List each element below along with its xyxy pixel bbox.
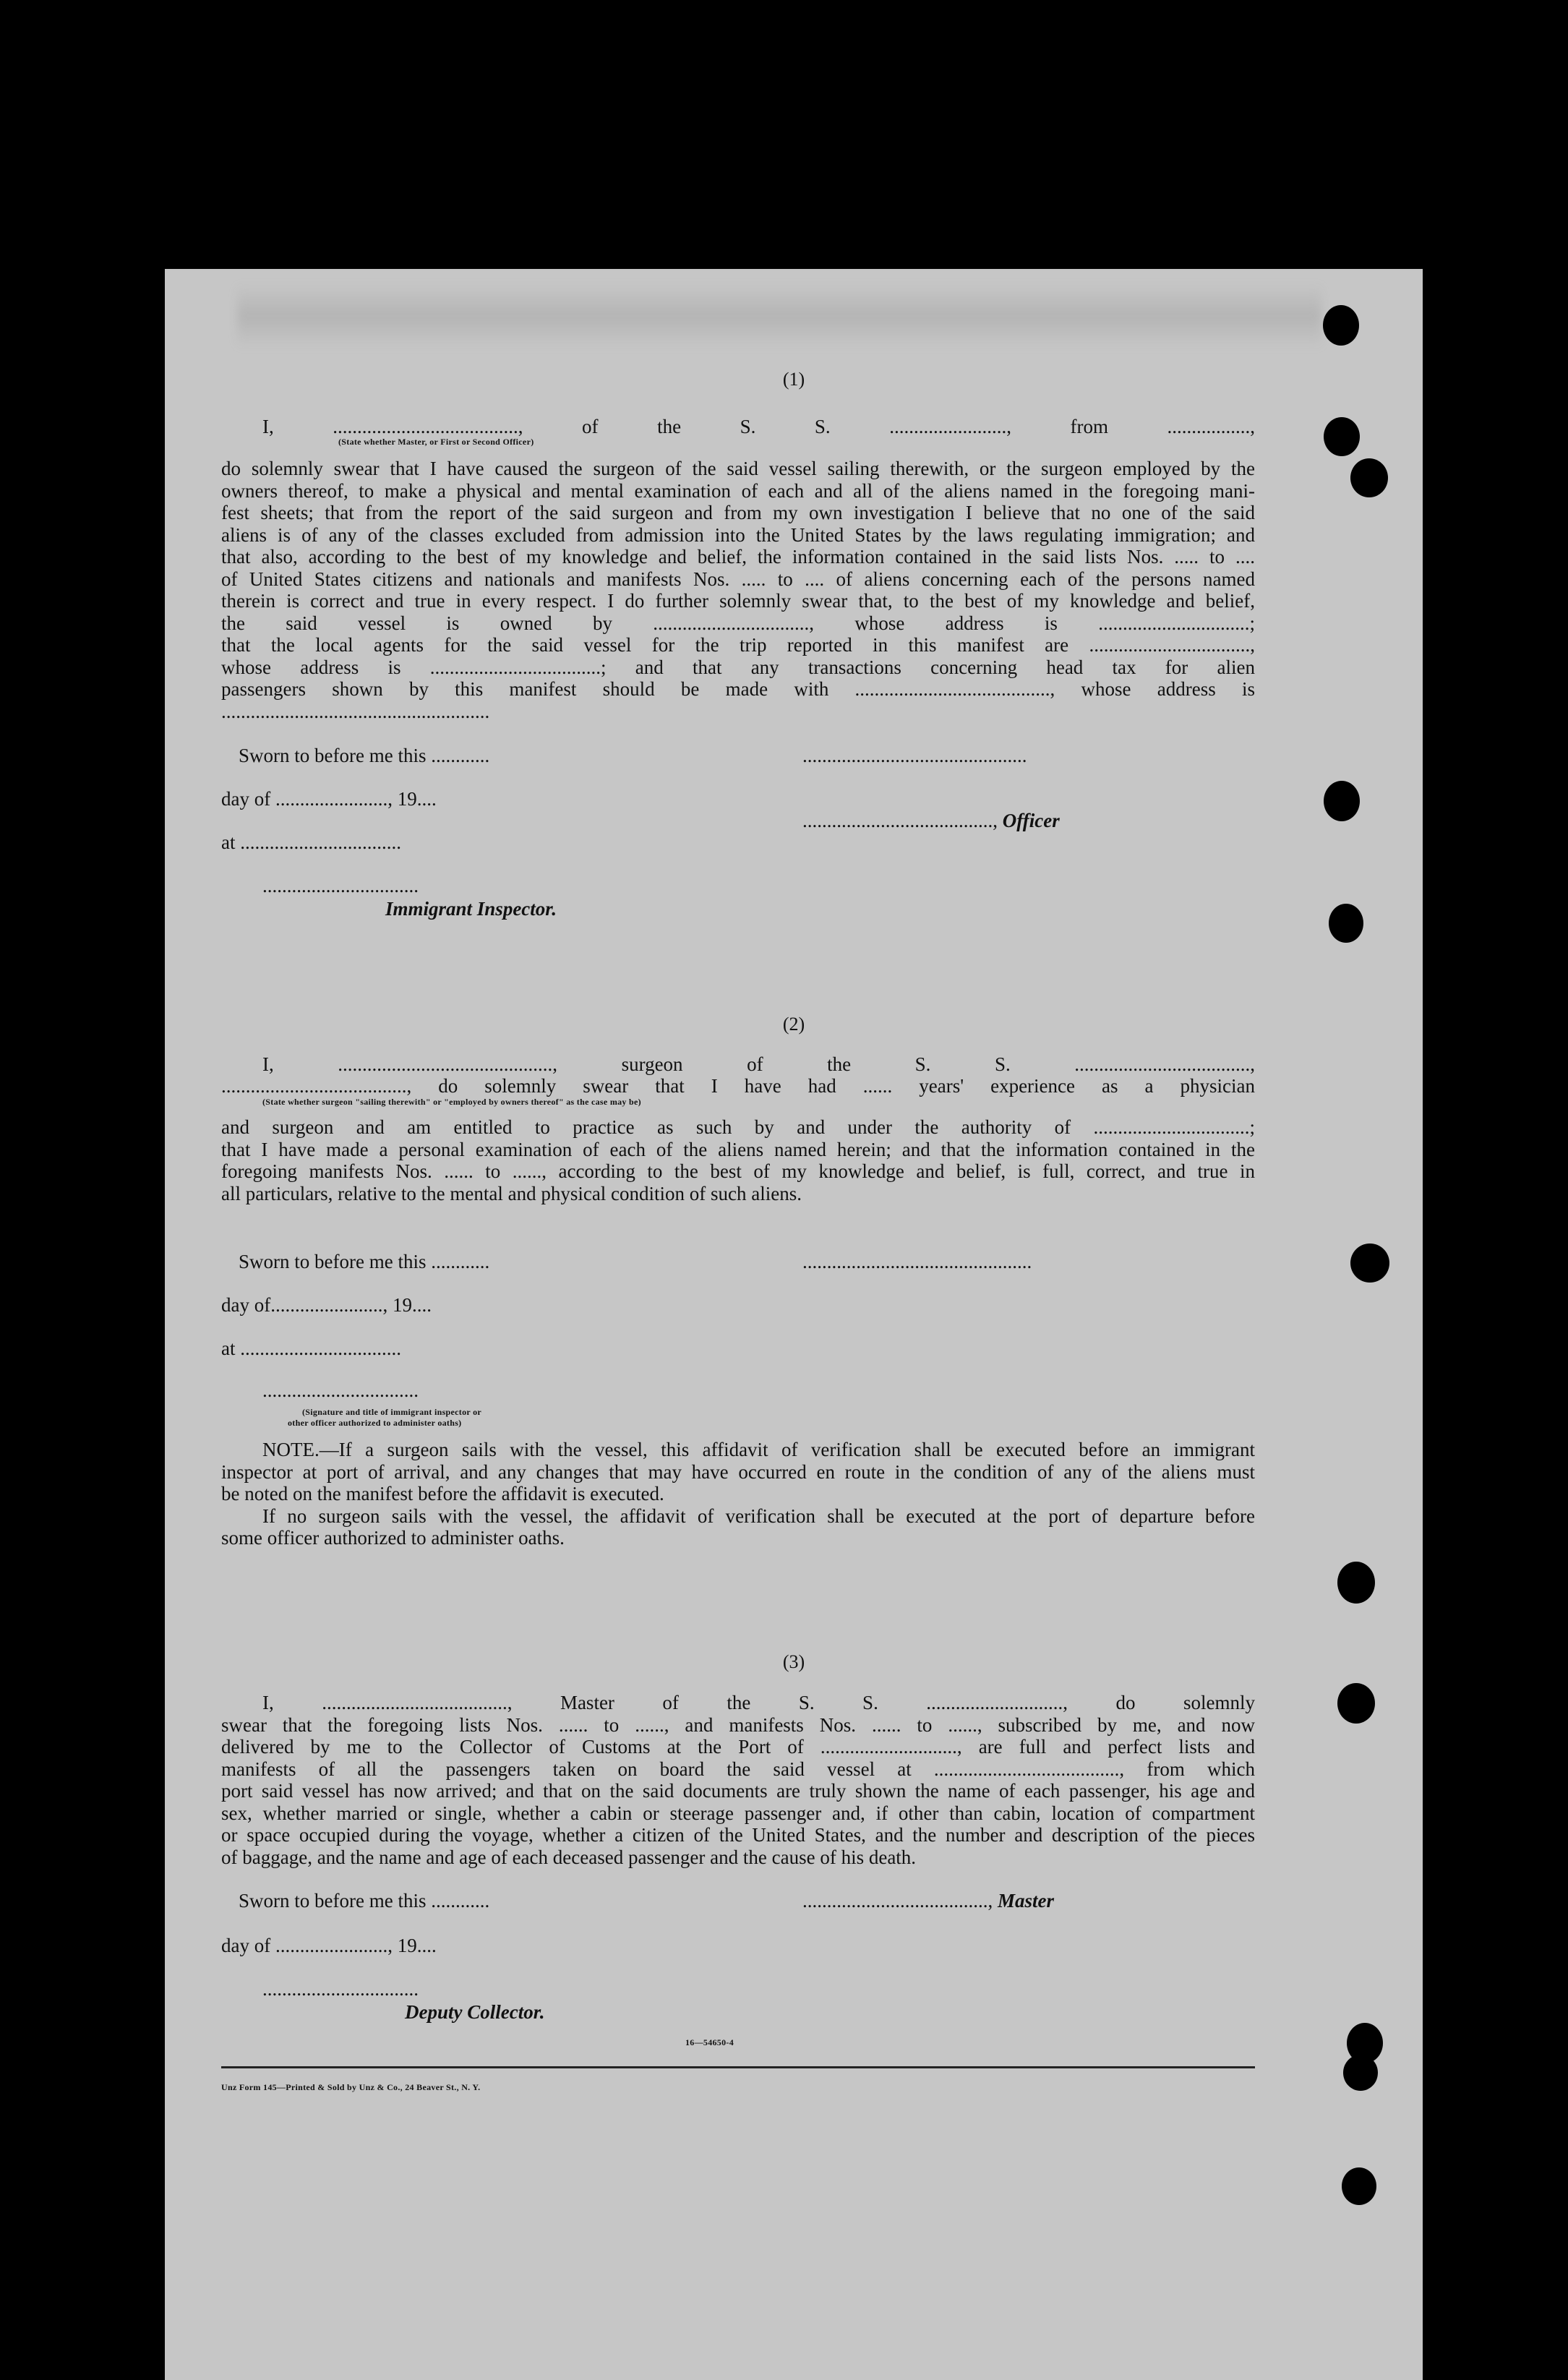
section-2-at: at ................................. <box>221 1337 401 1359</box>
section-3-body <box>221 1692 1255 1868</box>
section-1-number: (1) <box>782 369 805 390</box>
section-1-body-line: of United States citizens and nationals and manifests Nos. ..... to .... of aliens concerning each of the persons named <box>221 568 1255 590</box>
section-2-surgeon-note: (State whether surgeon "sailing therewith" or "employed by owners thereof" as the case may be) <box>262 1097 641 1107</box>
officer-dots: ......................................., <box>802 810 1003 831</box>
printer-credit: Unz Form 145—Printed & Sold by Unz & Co., 24 Beaver St., N. Y. <box>221 2082 481 2092</box>
section-1-body-line: whose address is ...................................; and that any transactions concerning head tax for alien <box>221 656 1255 678</box>
note-line: If no surgeon sails with the vessel, the affidavit of verification shall be executed at the port of departure before <box>262 1504 1255 1527</box>
section-3-collector-dots: ................................ <box>262 1978 419 2000</box>
section-2-body <box>221 1116 1255 1204</box>
section-2-body-line: foregoing manifests Nos. ...... to ......, according to the best of my knowledge and belief, is full, correct, and true in <box>221 1160 1255 1182</box>
section-2-signature-line: ............................................... <box>802 1251 1032 1272</box>
section-3-body-line: sex, whether married or single, whether a cabin or steerage passenger and, if other than cabin, location of compartment <box>221 1802 1255 1824</box>
bleed-through-shadow <box>237 283 1321 348</box>
section-1-body-line: owners thereof, to make a physical and mental examination of each and all of the aliens named in the foregoing mani- <box>221 479 1255 502</box>
section-1-at: at ................................. <box>221 831 401 853</box>
master-dots: ......................................, <box>802 1890 998 1912</box>
section-3-body-line: of baggage, and the name and age of each deceased passenger and the cause of his death. <box>221 1846 917 1868</box>
section-2-number: (2) <box>782 1014 805 1035</box>
section-1-body-line: do solemnly swear that I have caused the surgeon of the said vessel sailing therewith, or the surgeon employed by the <box>221 458 1255 479</box>
section-1-body-line: that also, according to the best of my knowledge and belief, the information contained in the said lists Nos. ..... to .... <box>221 546 1255 568</box>
section-2-day: day of......................., 19.... <box>221 1294 432 1316</box>
section-3-body-line: port said vessel has now arrived; and that on the said documents are truly shown the name of each passenger, his age and <box>221 1780 1255 1802</box>
form-code: 16—54650-4 <box>685 2037 734 2047</box>
section-2-inspector-dots: ................................ <box>262 1379 419 1401</box>
section-1-body-line: passengers shown by this manifest should be made with ........................................, whose address is <box>221 678 1255 700</box>
section-3-number: (3) <box>782 1651 805 1672</box>
section-2-sig-note-1: (Signature and title of immigrant inspector or <box>302 1407 482 1417</box>
binder-hole <box>1342 2167 1376 2205</box>
section-1-day: day of ......................., 19.... <box>221 788 437 810</box>
master-label: Master <box>998 1890 1055 1912</box>
section-2-sworn: Sworn to before me this ............ <box>239 1251 490 1272</box>
section-2-body-line: and surgeon and am entitled to practice as such by and under the authority of ................................; <box>221 1116 1255 1138</box>
section-1-officer-line <box>802 810 1060 832</box>
section-1-line-1: I, ......................................, of the S. S. ........................, from ................., <box>262 416 1255 437</box>
section-3-day: day of ......................., 19.... <box>221 1935 437 1956</box>
section-1-inspector-label: Immigrant Inspector. <box>385 898 557 920</box>
note-line: some officer authorized to administer oaths. <box>221 1527 565 1549</box>
section-2-sig-note-2: other officer authorized to administer oaths) <box>288 1418 462 1428</box>
binder-hole <box>1323 305 1359 346</box>
section-2-body-line: all particulars, relative to the mental and physical condition of such aliens. <box>221 1182 802 1204</box>
section-1-sworn: Sworn to before me this ............ <box>239 745 490 766</box>
section-1-body-line: therein is correct and true in every respect. I do further solemnly swear that, to the best of my knowledge and belief, <box>221 590 1255 612</box>
binder-hole <box>1337 1562 1375 1604</box>
binder-hole <box>1343 2055 1378 2091</box>
section-1-body-line: aliens is of any of the classes excluded from admission into the United States by the laws regulating immigration; and <box>221 523 1255 546</box>
section-2-line-1: I, ............................................, surgeon of the S. S. ...................................., <box>262 1053 1255 1075</box>
section-1-signature-line: .............................................. <box>802 745 1027 766</box>
section-3-body-line: swear that the foregoing lists Nos. ...... to ......, and manifests Nos. ...... to ......, subscribed by me, and now <box>221 1713 1255 1736</box>
section-1-body-line: ....................................................... <box>221 700 490 722</box>
section-1-inspector-dots: ................................ <box>262 875 419 896</box>
binder-hole <box>1350 1243 1389 1283</box>
section-1-officer-note: (State whether Master, or First or Second Officer) <box>338 437 534 447</box>
binder-hole <box>1337 1683 1375 1724</box>
section-1-body-line: the said vessel is owned by ................................, whose address is ...............................; <box>221 612 1255 634</box>
section-3-body-line: I, ......................................, Master of the S. S. ............................, do solemnly <box>262 1692 1255 1713</box>
note-line: inspector at port of arrival, and any changes that may have occurred en route in the condition of any of the aliens must <box>221 1460 1255 1483</box>
section-3-master-line <box>802 1890 1054 1912</box>
section-1-body <box>221 458 1255 722</box>
section-3-body-line: delivered by me to the Collector of Customs at the Port of ............................, are full and perfect lists and <box>221 1736 1255 1758</box>
officer-label: Officer <box>1002 810 1060 831</box>
form-page <box>165 269 1423 2380</box>
section-2-body-line: that I have made a personal examination of each of the aliens named herein; and that the information contained in the <box>221 1138 1255 1160</box>
section-1-body-line: that the local agents for the said vessel for the trip reported in this manifest are ................................., <box>221 634 1255 656</box>
section-3-collector-label: Deputy Collector. <box>405 2001 545 2023</box>
note-line: be noted on the manifest before the affidavit is executed. <box>221 1483 664 1504</box>
section-3-body-line: manifests of all the passengers taken on board the said vessel at ......................................, from which <box>221 1758 1255 1780</box>
section-2-note <box>221 1439 1255 1549</box>
section-3-body-line: or space occupied during the voyage, whether a citizen of the United States, and the number and description of the pieces <box>221 1824 1255 1846</box>
binder-hole <box>1350 458 1388 497</box>
note-line: NOTE.—If a surgeon sails with the vessel, this affidavit of verification shall be executed before an immigrant <box>262 1439 1255 1460</box>
section-1-body-line: fest sheets; that from the report of the said surgeon and from my own investigation I believe that no one of the said <box>221 502 1255 523</box>
footer-rule <box>221 2066 1255 2068</box>
binder-hole <box>1324 781 1360 821</box>
section-3-sworn: Sworn to before me this ............ <box>239 1890 490 1912</box>
binder-hole <box>1324 417 1360 456</box>
binder-hole <box>1329 904 1363 943</box>
section-2-line-2: ......................................, do solemnly swear that I have had ...... years' experience as a physician <box>221 1075 1255 1097</box>
